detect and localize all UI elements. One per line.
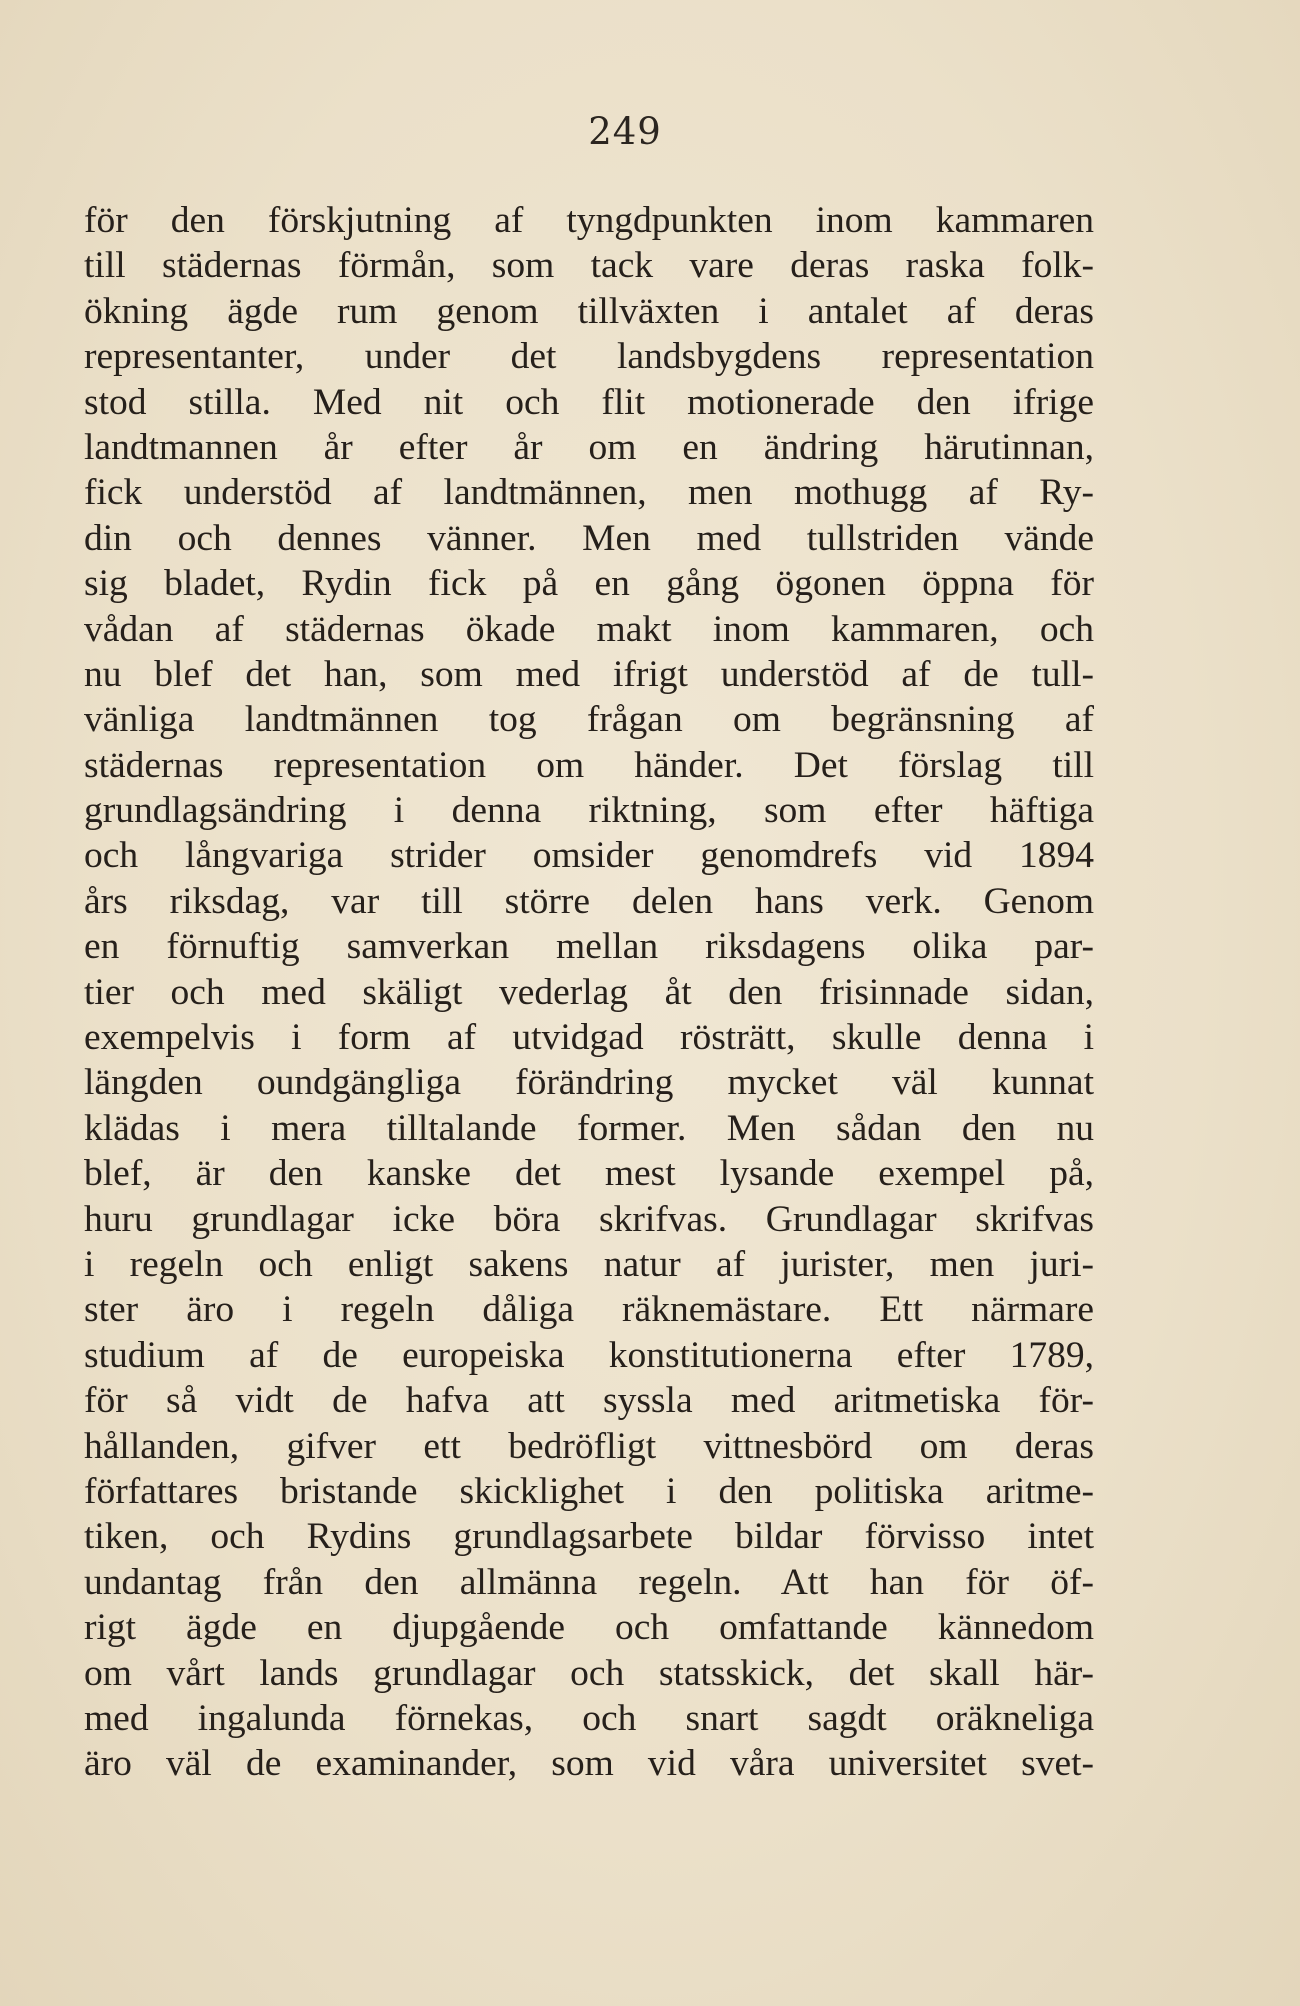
text-line: vådan af städernas ökade makt inom kammaren, och xyxy=(84,608,1094,650)
body-text xyxy=(84,198,1094,1787)
text-line: din och dennes vänner. Men med tullstriden vände xyxy=(84,517,1094,559)
text-line: längden oundgängliga förändring mycket väl kunnat xyxy=(84,1062,1094,1104)
text-line: sig bladet, Rydin fick på en gång ögonen öppna för xyxy=(84,563,1094,605)
text-line: klädas i mera tilltalande former. Men sådan den nu xyxy=(84,1107,1094,1149)
text-line: representanter, under det landsbygdens representation xyxy=(84,336,1094,378)
text-line: med ingalunda förnekas, och snart sagdt oräkneliga xyxy=(84,1697,1094,1739)
page-number: 249 xyxy=(588,110,662,153)
text-line: till städernas förmån, som tack vare deras raska folk- xyxy=(84,245,1094,287)
text-line: undantag från den allmänna regeln. Att han för öf- xyxy=(84,1561,1094,1603)
text-line: hållanden, gifver ett bedröfligt vittnesbörd om deras xyxy=(84,1425,1094,1467)
text-line: blef, är den kanske det mest lysande exempel på, xyxy=(84,1153,1094,1195)
text-line: vänliga landtmännen tog frågan om begränsning af xyxy=(84,699,1094,741)
text-line: stod stilla. Med nit och flit motionerade den ifrige xyxy=(84,381,1094,423)
text-line: ökning ägde rum genom tillväxten i antalet af deras xyxy=(84,290,1094,332)
text-line: huru grundlagar icke böra skrifvas. Grundlagar skrifvas xyxy=(84,1198,1094,1240)
text-line: studium af de europeiska konstitutionerna efter 1789, xyxy=(84,1334,1094,1376)
text-line: och långvariga strider omsider genomdrefs vid 1894 xyxy=(84,835,1094,877)
text-line: års riksdag, var till större delen hans verk. Genom xyxy=(84,880,1094,922)
text-line: om vårt lands grundlagar och statsskick, det skall här- xyxy=(84,1652,1094,1694)
text-line: fick understöd af landtmännen, men mothugg af Ry- xyxy=(84,472,1094,514)
text-line: en förnuftig samverkan mellan riksdagens olika par- xyxy=(84,926,1094,968)
text-line: städernas representation om händer. Det förslag till xyxy=(84,744,1094,786)
text-line: ster äro i regeln dåliga räknemästare. Ett närmare xyxy=(84,1289,1094,1331)
text-line: rigt ägde en djupgående och omfattande kännedom xyxy=(84,1607,1094,1649)
text-line: nu blef det han, som med ifrigt understöd af de tull- xyxy=(84,653,1094,695)
text-line: författares bristande skicklighet i den politiska aritme- xyxy=(84,1470,1094,1512)
text-line: för så vidt de hafva att syssla med aritmetiska för- xyxy=(84,1380,1094,1422)
text-line: tiken, och Rydins grundlagsarbete bildar förvisso intet xyxy=(84,1516,1094,1558)
text-line: för den förskjutning af tyngdpunkten inom kammaren xyxy=(84,200,1094,241)
text-line: grundlagsändring i denna riktning, som efter häftiga xyxy=(84,790,1094,832)
text-line: äro väl de examinander, som vid våra universitet svet- xyxy=(84,1743,1094,1785)
text-line: tier och med skäligt vederlag åt den frisinnade sidan, xyxy=(84,971,1094,1013)
text-line: i regeln och enligt sakens natur af jurister, men juri- xyxy=(84,1243,1094,1285)
text-line: landtmannen år efter år om en ändring härutinnan, xyxy=(84,426,1094,468)
text-line: exempelvis i form af utvidgad rösträtt, skulle denna i xyxy=(84,1017,1094,1059)
